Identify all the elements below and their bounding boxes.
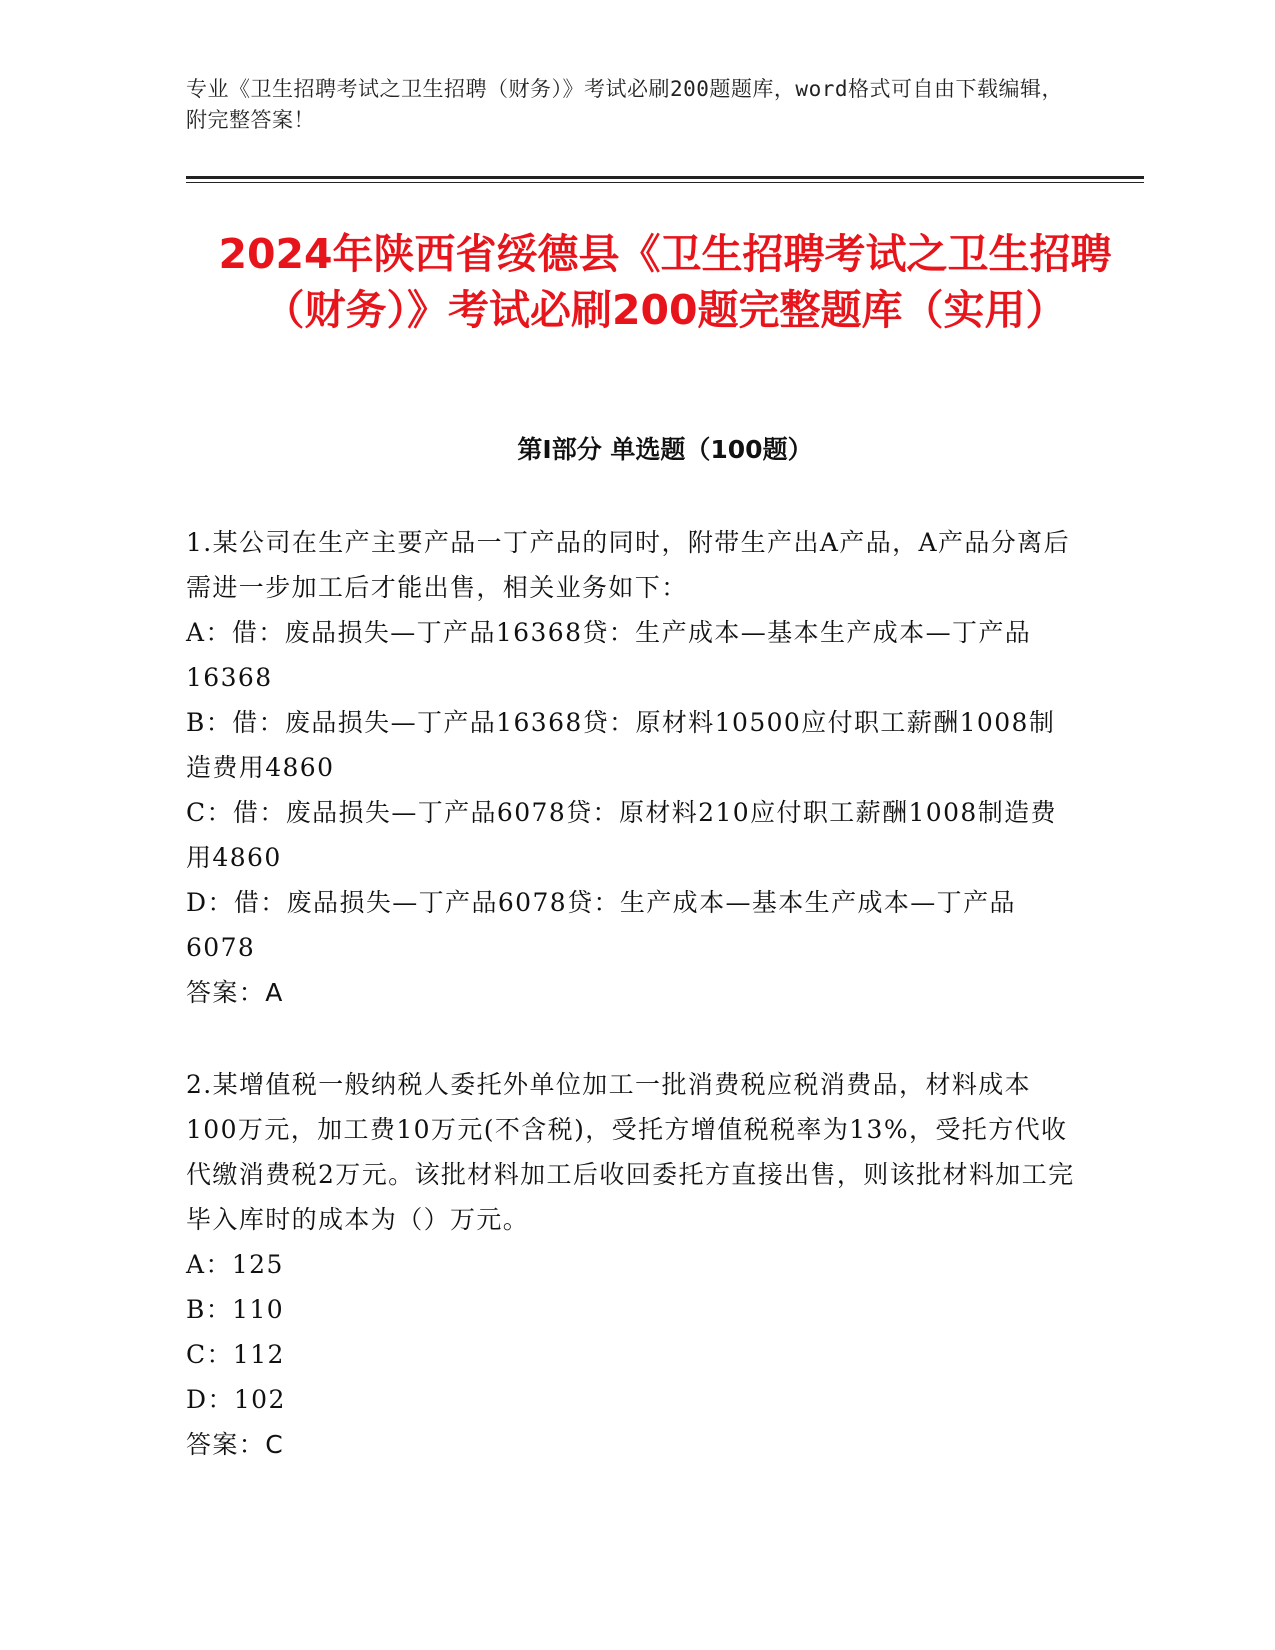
answer: 答案：C [186, 1430, 285, 1459]
option-b: B：借：废品损失—丁产品16368贷：原材料10500应付职工薪酬1008制造费用4860 [186, 708, 1056, 782]
header-rule-thin [186, 182, 1144, 183]
option-c: C：借：废品损失—丁产品6078贷：原材料210应付职工薪酬1008制造费用4860 [186, 798, 1057, 872]
document-title: 2024年陕西省绥德县《卫生招聘考试之卫生招聘（财务）》考试必刷200题完整题库（实用） [218, 230, 1112, 334]
section-title: 第I部分 单选题（100题） [517, 435, 813, 464]
option-a: A：借：废品损失—丁产品16368贷：生产成本—基本生产成本—丁产品16368 [186, 618, 1032, 692]
question-stem: 1.某公司在生产主要产品一丁产品的同时，附带生产出A产品，A产品分离后需进一步加工后才能出售，相关业务如下： [186, 528, 1070, 602]
option-c: C：112 [186, 1340, 285, 1369]
option-b: B：110 [186, 1295, 285, 1324]
question-2 [186, 1062, 1076, 1467]
header-note: 专业《卫生招聘考试之卫生招聘（财务）》考试必刷200题题库，word格式可自由下载编辑，附完整答案！ [186, 77, 1063, 132]
header-rule-thick [186, 176, 1144, 179]
option-d: D：借：废品损失—丁产品6078贷：生产成本—基本生产成本—丁产品6078 [186, 888, 1016, 962]
question-stem: 2.某增值税一般纳税人委托外单位加工一批消费税应税消费品，材料成本100万元，加工费10万元(不含税)，受托方增值税税率为13%，受托方代收代缴消费税2万元。该批材料加工后收回委托方直接出售，则该批材料加工完毕入库时的成本为（）万元。 [186, 1070, 1075, 1234]
option-a: A：125 [186, 1250, 284, 1279]
question-1 [186, 520, 1076, 1015]
option-d: D：102 [186, 1385, 286, 1414]
answer: 答案：A [186, 978, 284, 1007]
